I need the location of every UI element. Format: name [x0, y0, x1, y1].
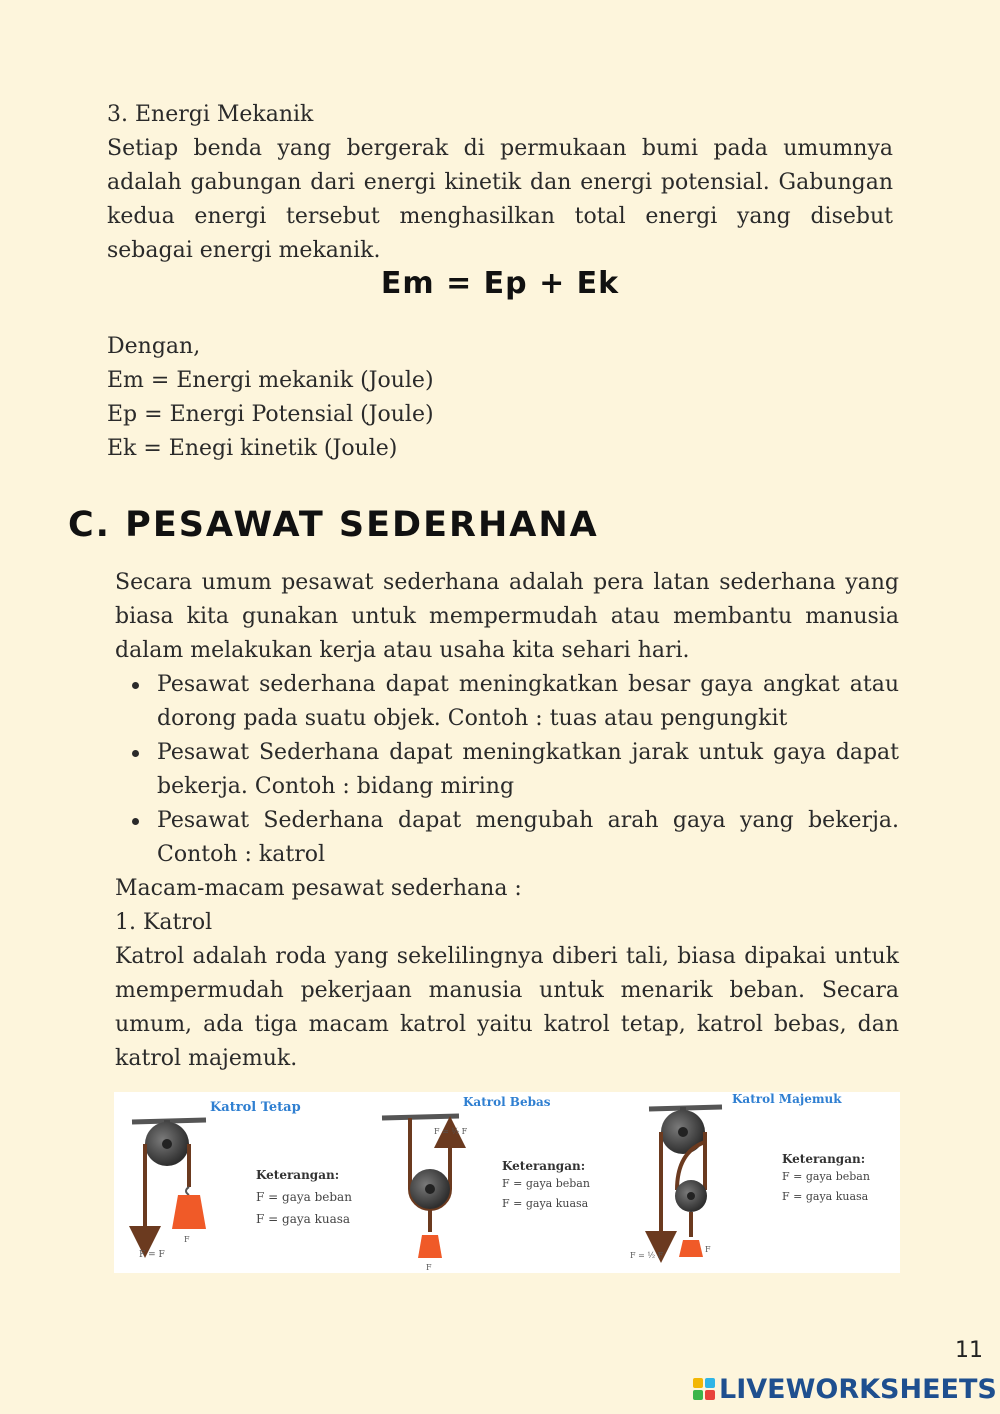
- weight-tetap: [172, 1195, 206, 1229]
- dengan-label: Dengan,: [107, 334, 201, 359]
- keterangan-majemuk: Keterangan:: [782, 1152, 866, 1166]
- axle-bottom-majemuk: [687, 1192, 695, 1200]
- types-label: Macam-macam pesawat sederhana :: [115, 876, 522, 901]
- eq-majemuk: F = ½ F: [630, 1251, 664, 1260]
- title-katrol-bebas: Katrol Bebas: [463, 1095, 551, 1109]
- title-katrol-majemuk: Katrol Majemuk: [732, 1092, 842, 1106]
- eq-tetap: F = F: [139, 1250, 165, 1260]
- bullet-dot-icon: [132, 682, 139, 689]
- label-fb-majemuk: F: [705, 1245, 711, 1254]
- pulley-illustration: [114, 1092, 900, 1273]
- bullet-dot-icon: [132, 818, 139, 825]
- brand-text: LIVEWORKSHEETS: [719, 1373, 997, 1405]
- katrol-title: 1. Katrol: [115, 910, 213, 935]
- fb-line-bebas: F = gaya beban: [502, 1177, 590, 1190]
- list-item: [115, 804, 899, 872]
- fk-line-tetap: F = gaya kuasa: [256, 1212, 351, 1226]
- bullet-dot-icon: [132, 750, 139, 757]
- list-item-text: Pesawat Sederhana dapat meningkatkan jarak untuk gaya dapat bekerja. Contoh : bidang miring: [157, 740, 899, 799]
- fb-line-majemuk: F = gaya beban: [782, 1170, 870, 1183]
- ceiling-bebas: [382, 1116, 459, 1118]
- liveworksheets-logo[interactable]: [693, 1372, 997, 1406]
- fk-line-majemuk: F = gaya kuasa: [782, 1190, 869, 1203]
- weight-majemuk: [679, 1240, 703, 1257]
- label-fb-tetap: F: [184, 1235, 190, 1244]
- pesawat-sederhana-intro: Secara umum pesawat sederhana adalah pera latan sederhana yang biasa kita gunakan untuk mempermudah atau membantu manusia dalam melakukan kerja atau usaha kita sehari hari.: [115, 570, 899, 663]
- keterangan-bebas: Keterangan:: [502, 1159, 586, 1173]
- axle-tetap: [162, 1139, 172, 1149]
- weight-bebas: [418, 1235, 442, 1258]
- section-heading-pesawat-sederhana: C. PESAWAT SEDERHANA: [68, 505, 599, 545]
- list-item: [115, 736, 899, 804]
- list-item-text: Pesawat Sederhana dapat mengubah arah gaya yang bekerja. Contoh : katrol: [157, 808, 899, 867]
- liveworksheets-grid-icon: [693, 1378, 715, 1400]
- label-fb-bebas: F: [426, 1263, 432, 1272]
- axle-bebas: [425, 1184, 435, 1194]
- fb-line-tetap: F = gaya beban: [256, 1190, 352, 1204]
- benefit-list: [115, 668, 899, 872]
- keterangan-tetap: Keterangan:: [256, 1168, 340, 1182]
- definition-ep: Ep = Energi Potensial (Joule): [107, 402, 434, 427]
- title-katrol-tetap: Katrol Tetap: [210, 1100, 301, 1115]
- list-item: [115, 668, 899, 736]
- definition-ek: Ek = Enegi kinetik (Joule): [107, 436, 398, 461]
- formula-energi-mekanik: Em = Ep + Ek: [380, 266, 620, 301]
- section-title-energi-mekanik: 3. Energi Mekanik: [107, 102, 314, 127]
- fk-line-bebas: F = gaya kuasa: [502, 1197, 589, 1210]
- energi-mekanik-paragraph: Setiap benda yang bergerak di permukaan bumi pada umumnya adalah gabungan dari energi kinetik dan energi potensial. Gabungan kedua energi tersebut menghasilkan total energi yang disebut sebagai energi mekanik.: [107, 136, 893, 263]
- eq-bebas: F = ½ F: [434, 1127, 468, 1136]
- hook-tetap: [186, 1187, 189, 1195]
- pulley-figure: [114, 1092, 900, 1273]
- katrol-paragraph: Katrol adalah roda yang sekelilingnya diberi tali, biasa dipakai untuk mempermudah pekerjaan manusia untuk menarik beban. Secara umum, ada tiga macam katrol yaitu katrol tetap, katrol bebas, dan katrol majemuk.: [115, 944, 899, 1071]
- axle-top-majemuk: [678, 1127, 688, 1137]
- list-item-text: Pesawat sederhana dapat meningkatkan besar gaya angkat atau dorong pada suatu objek. Contoh : tuas atau pengungkit: [157, 672, 899, 731]
- definition-em: Em = Energi mekanik (Joule): [107, 368, 434, 393]
- page-number: 11: [955, 1338, 983, 1363]
